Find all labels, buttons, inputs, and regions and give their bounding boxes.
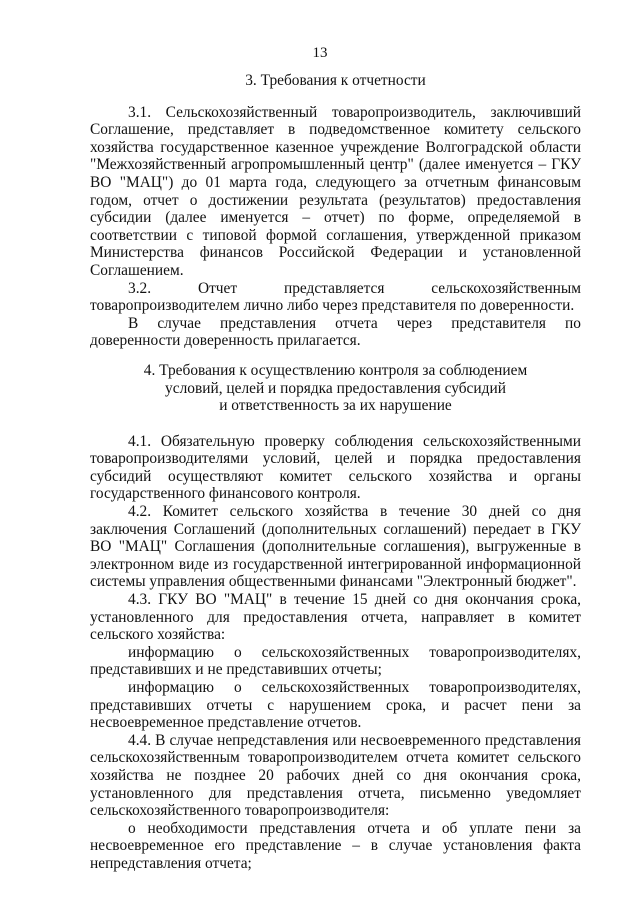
paragraph-4-3-item-2: информацию о сельскохозяйственных товаропроизводителях, представивших отчеты с нарушением срока, и расчет пени за несвоевременное представление отчетов.: [90, 679, 581, 732]
section-4-title: [90, 362, 581, 415]
section-4-title-line-2: условий, целей и порядка предоставления субсидий: [165, 379, 506, 397]
paragraph-4-4: 4.4. В случае непредставления или несвоевременного представления сельскохозяйственным товаропроизводителем отчета комитет сельского хозяйства не позднее 20 рабочих дней со дня окончания срока, установленного для представления отчета, письменно уведомляет сельскохозяйственного товаропроизводителя:: [90, 731, 581, 820]
section-4-title-line-3: и ответственность за их нарушение: [219, 397, 452, 415]
paragraph-4-4-item-1: о необходимости представления отчета и об уплате пени за несвоевременное его представление – в случае установления факта непредставления отчета;: [90, 819, 581, 872]
section-3-title: 3. Требования к отчетности: [245, 72, 426, 89]
paragraph-3-2-note: В случае представления отчета через представителя по доверенности доверенность прилагается.: [90, 314, 581, 350]
paragraph-4-2: 4.2. Комитет сельского хозяйства в течение 30 дней со дня заключения Соглашений (дополнительных соглашений) передает в ГКУ ВО "МАЦ" Соглашения (дополнительные соглашения), выгруженные в электронном виде из государственной интегрированной информационной системы управления общественными финансами "Электронный бюджет".: [90, 503, 581, 591]
paragraph-4-3-item-1: информацию о сельскохозяйственных товаропроизводителях, представивших и не представивших отчеты;: [90, 643, 581, 679]
page-number: 13: [312, 45, 328, 61]
paragraph-4-3: 4.3. ГКУ ВО "МАЦ" в течение 15 дней со дня окончания срока, установленного для предоставления отчета, направляет в комитет сельского хозяйства:: [90, 591, 581, 644]
document-body: [90, 72, 581, 873]
paragraph-4-1: 4.1. Обязательную проверку соблюдения сельскохозяйственными товаропроизводителями условий, целей и порядка предоставления субсидий осуществляют комитет сельского хозяйства и органы государственного финансового контроля.: [90, 432, 581, 503]
paragraph-3-1: 3.1. Сельскохозяйственный товаропроизводитель, заключивший Соглашение, представляет в подведомственное комитету сельского хозяйства государственное казенное учреждение Волгоградской области "Межхозяйственный агропромышленный центр" (далее именуется – ГКУ ВО "МАЦ") до 01 марта года, следующего за отчетным финансовым годом, отчет о достижении результата (результатов) предоставления субсидии (далее именуется – отчет) по форме, определяемой в соответствии с типовой формой соглашения, утвержденной приказом Министерства финансов Российской Федерации и установленной Соглашением.: [90, 103, 581, 279]
section-4-title-line-1: 4. Требования к осуществлению контроля за соблюдением: [143, 361, 528, 379]
paragraph-3-2: 3.2. Отчет представляется сельскохозяйственным товаропроизводителем лично либо через представителя по доверенности.: [90, 279, 581, 315]
